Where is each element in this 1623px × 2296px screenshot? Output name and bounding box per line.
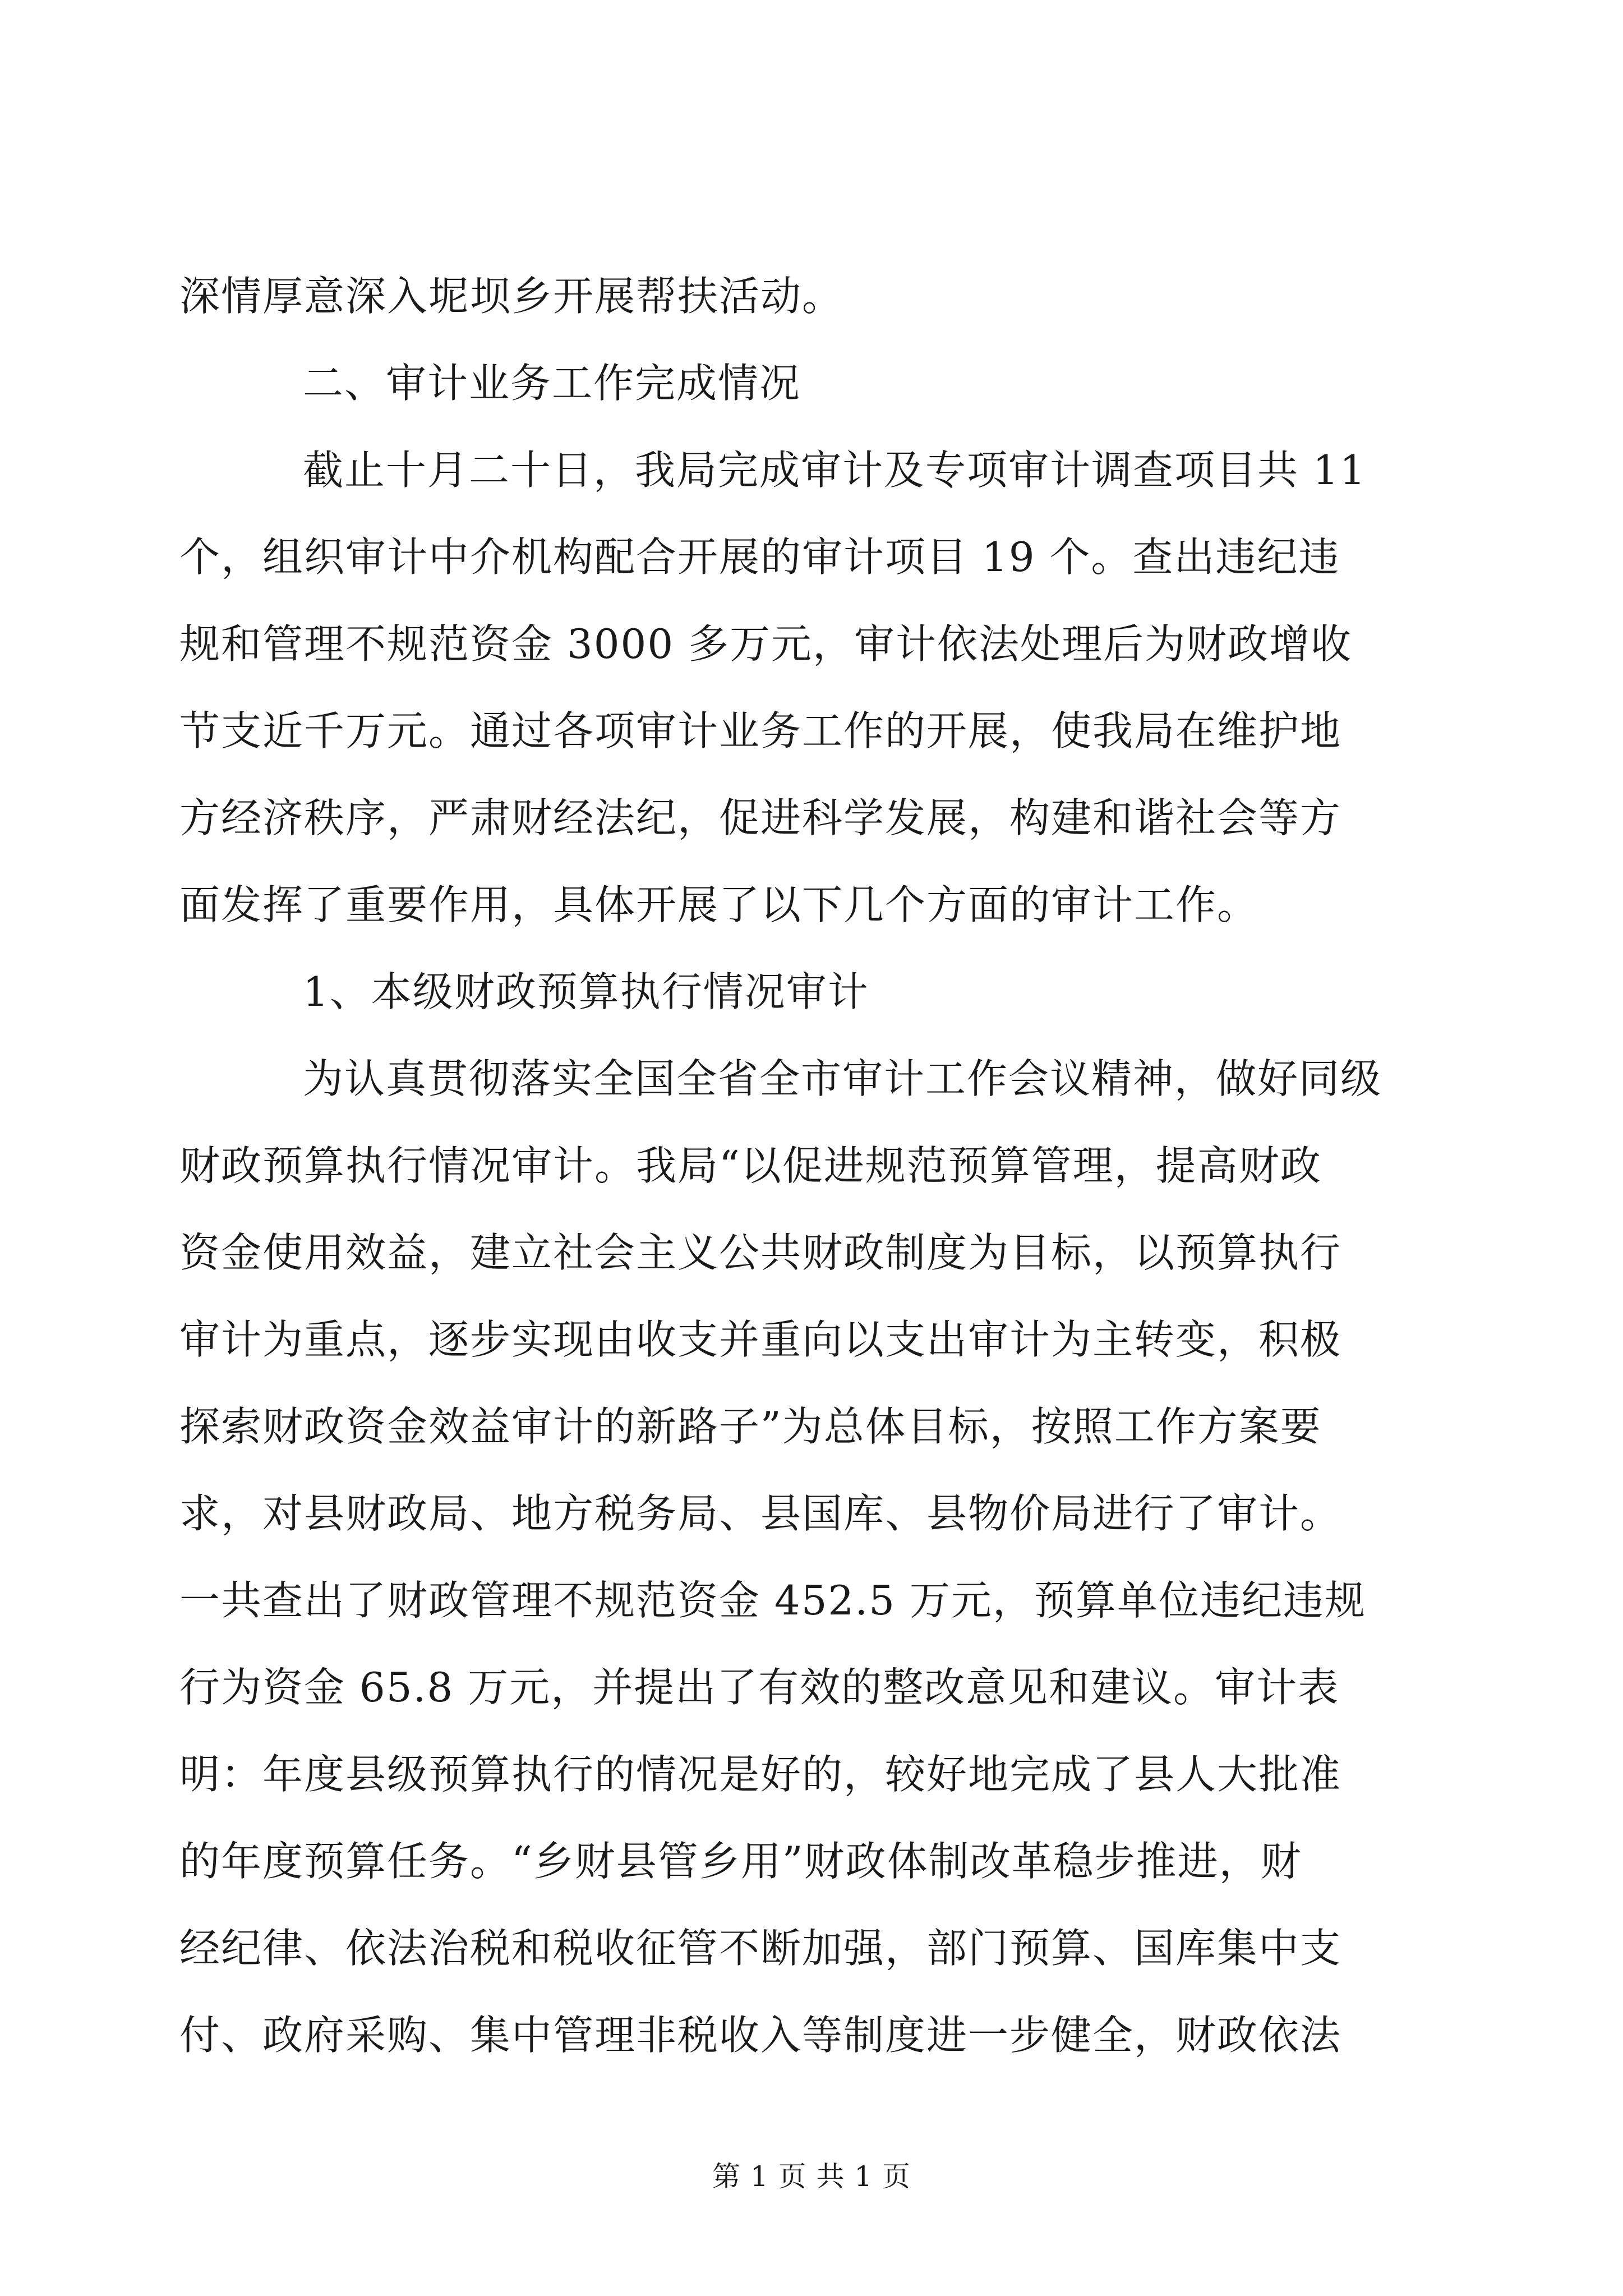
paragraph-line: 的年度预算任务。“乡财县管乡用”财政体制改革稳步推进，财 <box>179 1838 1302 1885</box>
section-heading: 二、审计业务工作完成情况 <box>303 360 801 407</box>
paragraph-line: 一共查出了财政管理不规范资金 452.5 万元，预算单位违纪违规 <box>179 1577 1366 1624</box>
page-footer: 第 1 页 共 1 页 <box>712 2160 911 2193</box>
paragraph-line: 资金使用效益，建立社会主义公共财政制度为目标，以预算执行 <box>179 1229 1342 1276</box>
paragraph-line: 经纪律、依法治税和税收征管不断加强，部门预算、国库集中支 <box>179 1925 1342 1972</box>
paragraph-line: 探索财政资金效益审计的新路子”为总体目标，按照工作方案要 <box>179 1403 1322 1450</box>
paragraph-line: 面发挥了重要作用，具体开展了以下几个方面的审计工作。 <box>179 881 1259 928</box>
paragraph-line: 审计为重点，逐步实现由收支并重向以支出审计为主转变，积极 <box>179 1316 1342 1363</box>
subsection-heading: 1、本级财政预算执行情况审计 <box>303 968 869 1015</box>
paragraph-line: 截止十月二十日，我局完成审计及专项审计调查项目共 11 <box>303 447 1367 494</box>
paragraph-line: 为认真贯彻落实全国全省全市审计工作会议精神，做好同级 <box>303 1055 1382 1102</box>
paragraph-line: 行为资金 65.8 万元，并提出了有效的整改意见和建议。审计表 <box>179 1664 1340 1711</box>
paragraph-line: 个，组织审计中介机构配合开展的审计项目 19 个。查出违纪违 <box>179 533 1340 581</box>
paragraph-line: 方经济秩序，严肃财经法纪，促进科学发展，构建和谐社会等方 <box>179 794 1342 841</box>
paragraph-line: 财政预算执行情况审计。我局“以促进规范预算管理，提高财政 <box>179 1142 1322 1189</box>
text-line: 深情厚意深入坭坝乡开展帮扶活动。 <box>179 273 844 320</box>
paragraph-line: 规和管理不规范资金 3000 多万元，审计依法处理后为财政增收 <box>179 620 1353 668</box>
paragraph-line: 明：年度县级预算执行的情况是好的，较好地完成了县人大批准 <box>179 1751 1342 1798</box>
paragraph-line: 求，对县财政局、地方税务局、县国库、县物价局进行了审计。 <box>179 1490 1342 1537</box>
paragraph-line: 付、政府采购、集中管理非税收入等制度进一步健全，财政依法 <box>179 2012 1342 2059</box>
paragraph-line: 节支近千万元。通过各项审计业务工作的开展，使我局在维护地 <box>179 707 1342 754</box>
